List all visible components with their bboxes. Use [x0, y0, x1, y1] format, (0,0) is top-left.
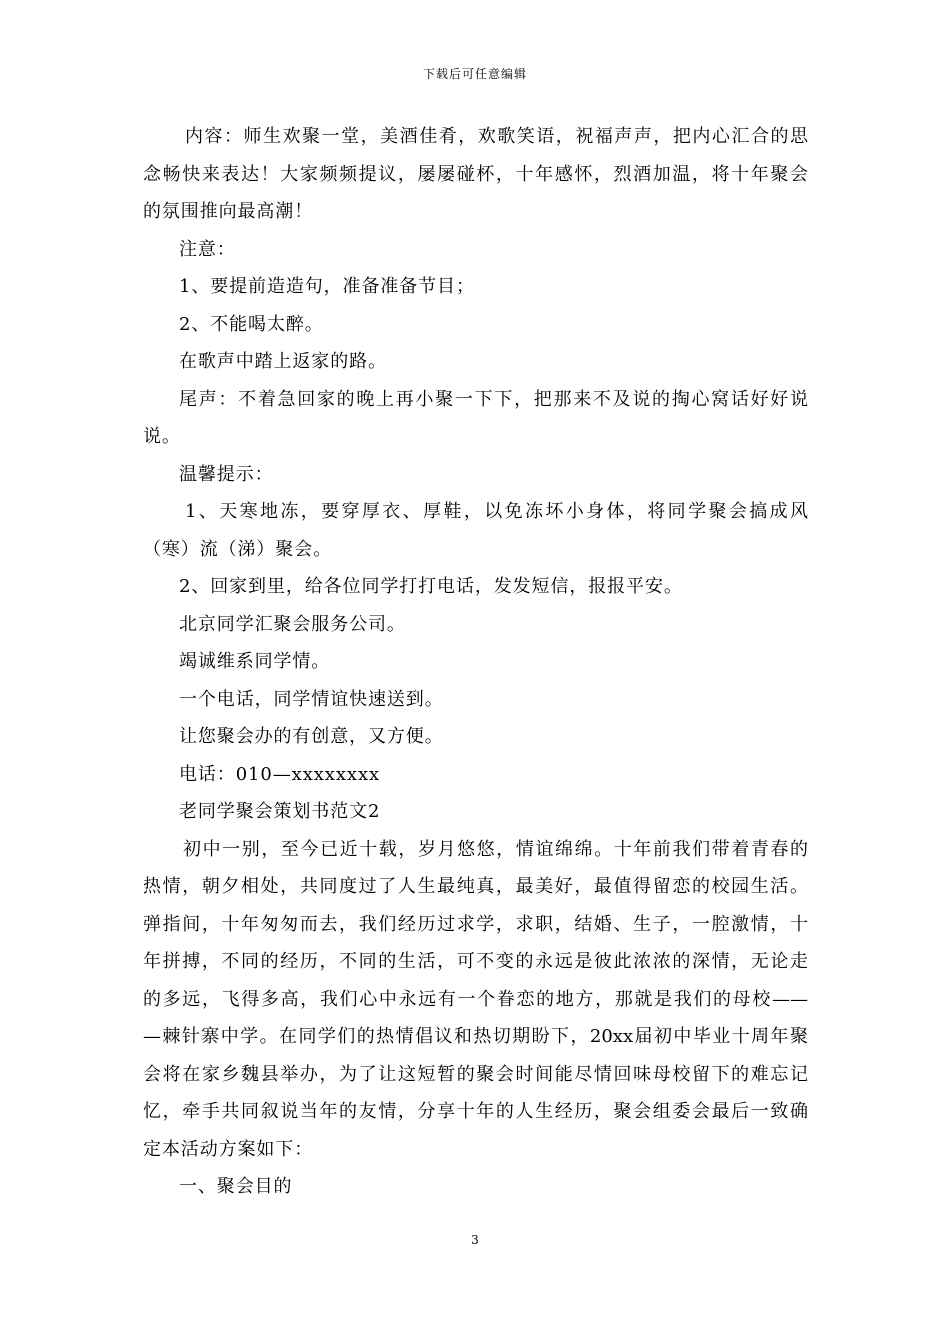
- text-line: 电话：010—xxxxxxxx: [179, 763, 381, 785]
- text-line: 尾声：不着急回家的晚上再小聚一下下，把那来不及说的掏心窝话好好说: [179, 388, 808, 410]
- text-line: 一个电话，同学情谊快速送到。: [179, 688, 444, 710]
- text-line: 1、天寒地冻，要穿厚衣、厚鞋，以免冻坏小身体，将同学聚会搞成风: [185, 501, 808, 522]
- text-line: 1、要提前造造句，准备准备节目；: [179, 276, 475, 297]
- text-line: 的多远，飞得多高，我们心中永远有一个眷恋的地方，那就是我们的母校——: [143, 988, 808, 1010]
- text-line: 忆，牵手共同叙说当年的友情，分享十年的人生经历，聚会组委会最后一致确: [143, 1101, 808, 1122]
- text-line: 老同学聚会策划书范文2: [179, 801, 381, 822]
- text-line: 一、聚会目的: [179, 1176, 293, 1197]
- text-line: 初中一别，至今已近十载，岁月悠悠，情谊绵绵。十年前我们带着青春的: [183, 838, 808, 860]
- text-line: 在歌声中踏上返家的路。: [179, 351, 387, 372]
- text-line: 注意：: [179, 238, 236, 260]
- text-line: 北京同学汇聚会服务公司。: [179, 613, 406, 635]
- page-number: 3: [471, 1233, 479, 1247]
- text-line: 的氛围推向最高潮！: [143, 201, 314, 222]
- text-line: 念畅快来表达！大家频频提议，屡屡碰杯，十年感怀，烈酒加温，将十年聚会: [143, 163, 808, 185]
- document-body: [143, 122, 808, 1210]
- text-line: 说。: [143, 426, 181, 447]
- text-line: 弹指间，十年匆匆而去，我们经历过求学，求职，结婚、生子，一腔激情，十: [143, 913, 808, 935]
- text-line: 热情，朝夕相处，共同度过了人生最纯真，最美好，最值得留恋的校园生活。: [143, 876, 808, 897]
- text-line: 2、回家到里，给各位同学打打电话，发发短信，报报平安。: [179, 576, 683, 597]
- text-line: 2、不能喝太醉。: [179, 313, 324, 335]
- text-line: 会将在家乡魏县举办，为了让这短暂的聚会时间能尽情回味母校留下的难忘记: [143, 1063, 808, 1085]
- text-line: 竭诚维系同学情。: [179, 651, 331, 672]
- page-header: 下载后可任意编辑: [422, 67, 527, 81]
- text-line: —棘针寨中学。在同学们的热情倡议和热切期盼下，20xx届初中毕业十周年聚: [143, 1026, 808, 1047]
- text-line: （寒）流（涕）聚会。: [143, 538, 332, 560]
- text-line: 让您聚会办的有创意，又方便。: [179, 726, 444, 747]
- text-line: 定本活动方案如下：: [143, 1138, 314, 1160]
- text-line: 温馨提示：: [179, 463, 274, 485]
- text-line: 年拼搏，不同的经历，不同的生活，可不变的永远是彼此浓浓的深情，无论走: [143, 951, 808, 972]
- text-line: 内容：师生欢聚一堂，美酒佳肴，欢歌笑语，祝福声声，把内心汇合的思: [185, 126, 808, 147]
